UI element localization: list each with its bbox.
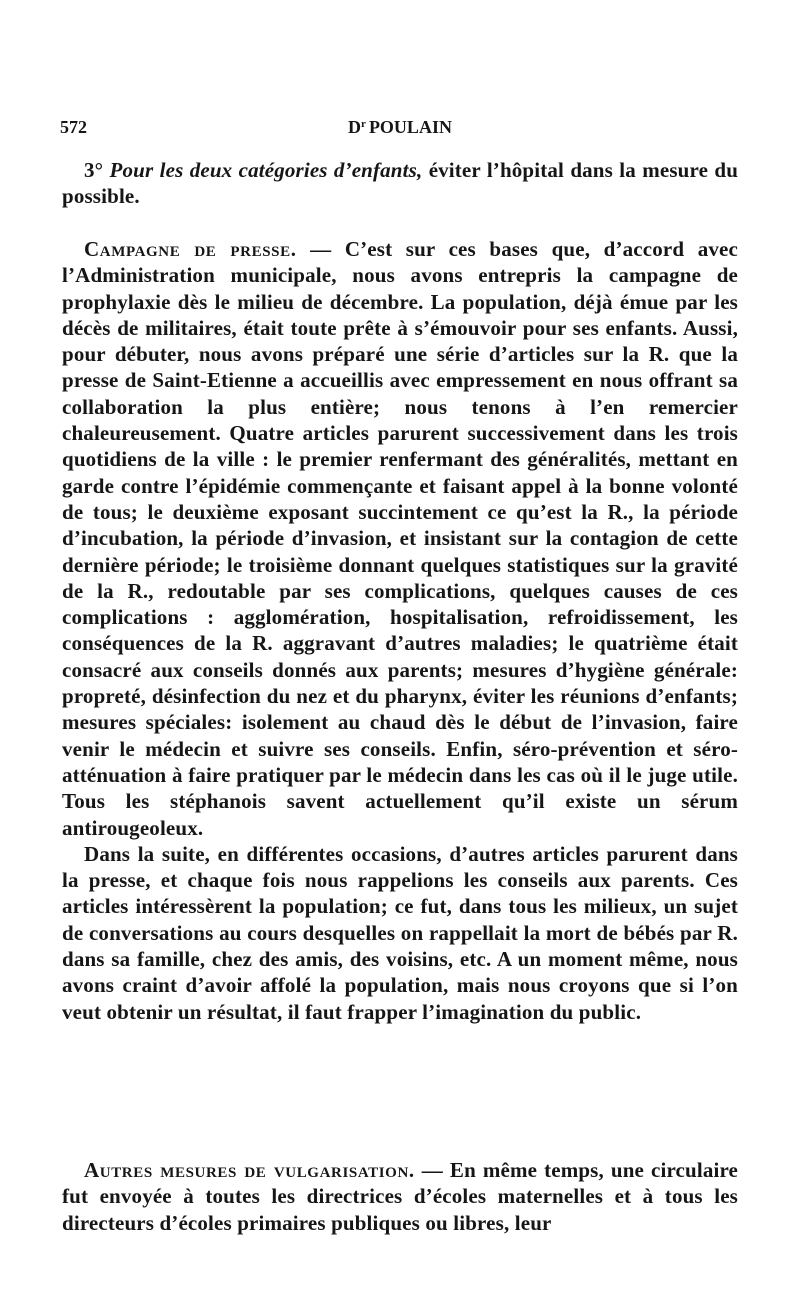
page-number: 572 — [60, 117, 87, 137]
item-3-number: 3° — [84, 158, 104, 182]
autres-paragraph — [62, 1157, 738, 1236]
campagne-text-1: C’est sur ces bases que, d’accord avec l’Administration municipale, nous avons entrepris la campagne de prophylaxie dès le milieu de décembre. La population, déjà émue par les décès de militaires, était toute prête à s’émouvoir pour ses enfants. Aussi, pour débuter, nous avons préparé une série d’articles sur la R. que la presse de Saint-Etienne a accueillis avec empressement en nous offrant sa collaboration la plus entière; nous tenons à l’en remercier chaleureusement. Quatre articles parurent successivement dans les trois quotidiens de la ville : le premier renfermant des généralités, mettant en garde contre l’épidémie commençante et faisant appel à la bonne volonté de tous; le deuxième exposant succintement ce qu’est la R., la période d’incubation, la période d’invasion, et insistant sur la contagion de cette dernière période; le troisième donnant quelques statistiques sur la gravité de la R., redoutable par ses complications, quelques causes de ces complications : agglomération, hospitalisation, refroidissement, les conséquences de la R. aggravant d’autres maladies; le quatrième était consacré aux conseils donnés aux parents; mesures d’hygiène générale: propreté, désinfection du nez et du pharynx, éviter les réunions d’enfants; mesures spéciales: isolement au chaud dès le début de l’invasion, faire venir le médecin et suivre ses conseils. Enfin, séro-prévention et séro-atténuation à faire pratiquer par le médecin dans les cas où il le juge utile. Tous les stéphanois savent actuellement qu’il existe un sérum antirougeoleux. — [62, 237, 738, 840]
autres-heading: Autres mesures de vulgarisation. — [84, 1158, 415, 1182]
autres-text: En même temps, une circulaire fut envoyée à toutes les directrices d’écoles maternelles et à tous les directeurs d’écoles primaires publiques ou libres, leur — [62, 1158, 739, 1235]
item-3-block — [62, 157, 738, 210]
campagne-section — [62, 236, 738, 1025]
campagne-heading: Campagne de presse. — [84, 237, 297, 261]
page-header — [0, 117, 800, 141]
item-3-text: éviter l’hôpital dans la mesure du possible. — [62, 158, 739, 209]
autres-dash: — — [421, 1158, 443, 1182]
item-3-emphasis: Pour les deux catégories d’enfants, — [109, 158, 423, 182]
author-title: D — [348, 117, 362, 137]
author-name: POULAIN — [368, 117, 452, 137]
item-3-paragraph — [62, 157, 738, 210]
autres-section — [62, 1157, 738, 1236]
campagne-dash: — — [310, 237, 332, 261]
campagne-paragraph-1 — [62, 236, 738, 841]
running-head — [0, 117, 800, 138]
campagne-text-2: Dans la suite, en différentes occasions, d’autres articles parurent dans la presse, et chaque fois nous rappelions les conseils aux parents. Ces articles intéressèrent la population; ce fut, dans tous les milieux, un sujet de conversations au cours desquelles on rappellait la mort de bébés par R. dans sa famille, chez des amis, des voisins, etc. A un moment même, nous avons craint d’avoir affolé la population, mais nous croyons que si l’on veut obtenir un résultat, il faut frapper l’imagination du public. — [62, 841, 738, 1024]
campagne-paragraph-2 — [62, 841, 738, 1025]
author-title-suffix: r — [361, 118, 366, 130]
